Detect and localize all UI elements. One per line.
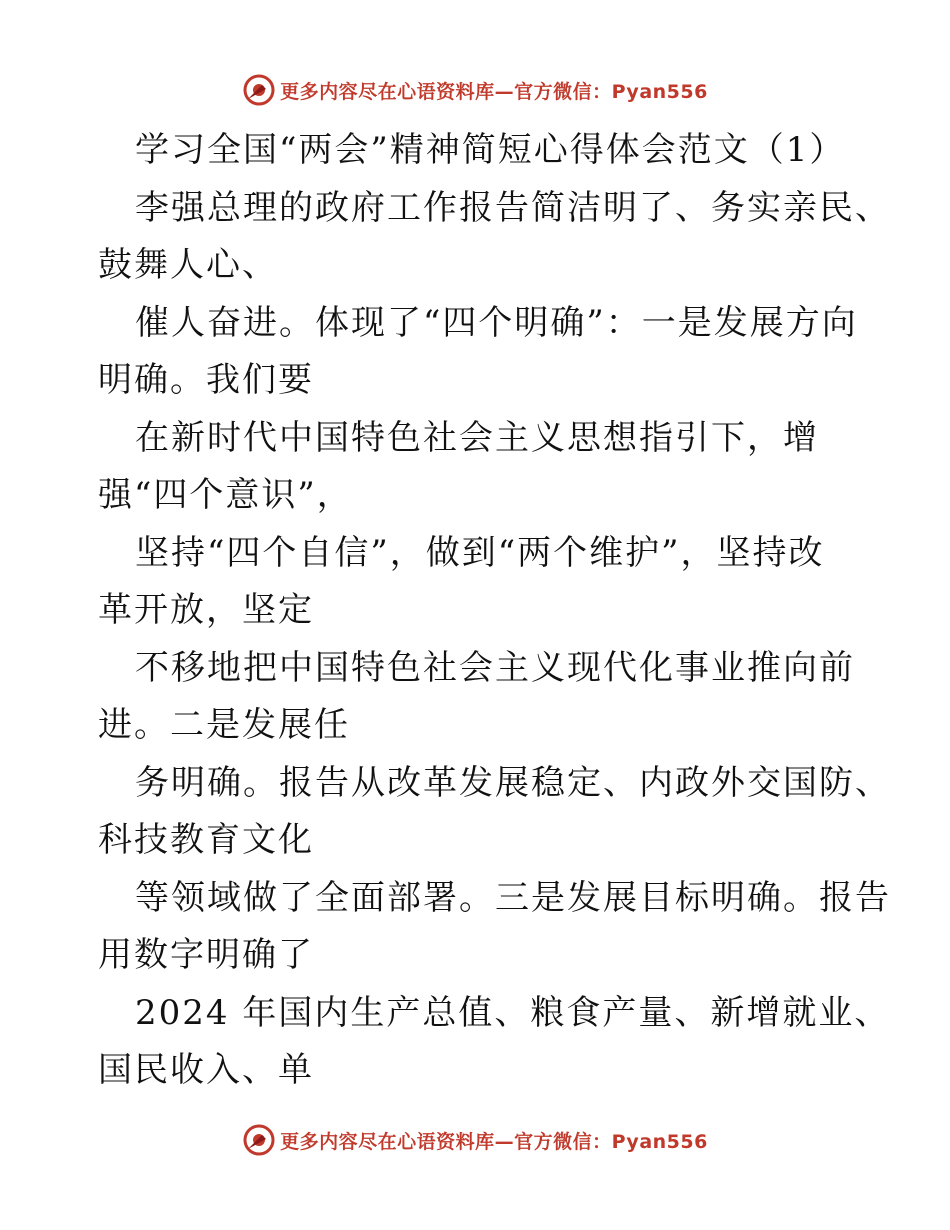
paragraph-line: 务明确。报告从改革发展稳定、内政外交国防、 [135,763,891,803]
footer-watermark [0,1120,950,1160]
paragraph-line: 等领域做了全面部署。三是发展目标明确。报告 [135,878,891,918]
paragraph-line: 明确。我们要 [98,360,314,400]
paragraph-line: 不移地把中国特色社会主义现代化事业推向前 [135,648,855,688]
paragraph-line: 进。二是发展任 [98,705,350,745]
header-watermark [0,70,950,110]
paragraph-line: 李强总理的政府工作报告简洁明了、务实亲民、 [135,188,891,228]
paragraph-line: 强“四个意识”， [98,475,353,515]
paragraph-line: 革开放，坚定 [98,590,314,630]
paragraph-line: 催人奋进。体现了“四个明确”：一是发展方向 [135,303,858,343]
paragraph-line: 2024 年国内生产总值、粮食产量、新增就业、 [135,993,891,1033]
paragraph-line: 用数字明确了 [98,935,314,975]
document-title: 学习全国“两会”精神简短心得体会范文（1） [135,130,846,170]
brand-logo-icon [242,1123,276,1157]
watermark-text: 更多内容尽在心语资料库—官方微信：Pyan556 [280,1130,708,1153]
watermark-text: 更多内容尽在心语资料库—官方微信：Pyan556 [280,80,708,103]
paragraph-line: 坚持“四个自信”，做到“两个维护”，坚持改 [135,533,825,573]
paragraph-line: 在新时代中国特色社会主义思想指引下，增 [135,418,819,458]
paragraph-line: 鼓舞人心、 [98,245,278,285]
paragraph-line: 科技教育文化 [98,820,314,860]
brand-logo-icon [242,73,276,107]
paragraph-line: 国民收入、单 [98,1050,314,1090]
